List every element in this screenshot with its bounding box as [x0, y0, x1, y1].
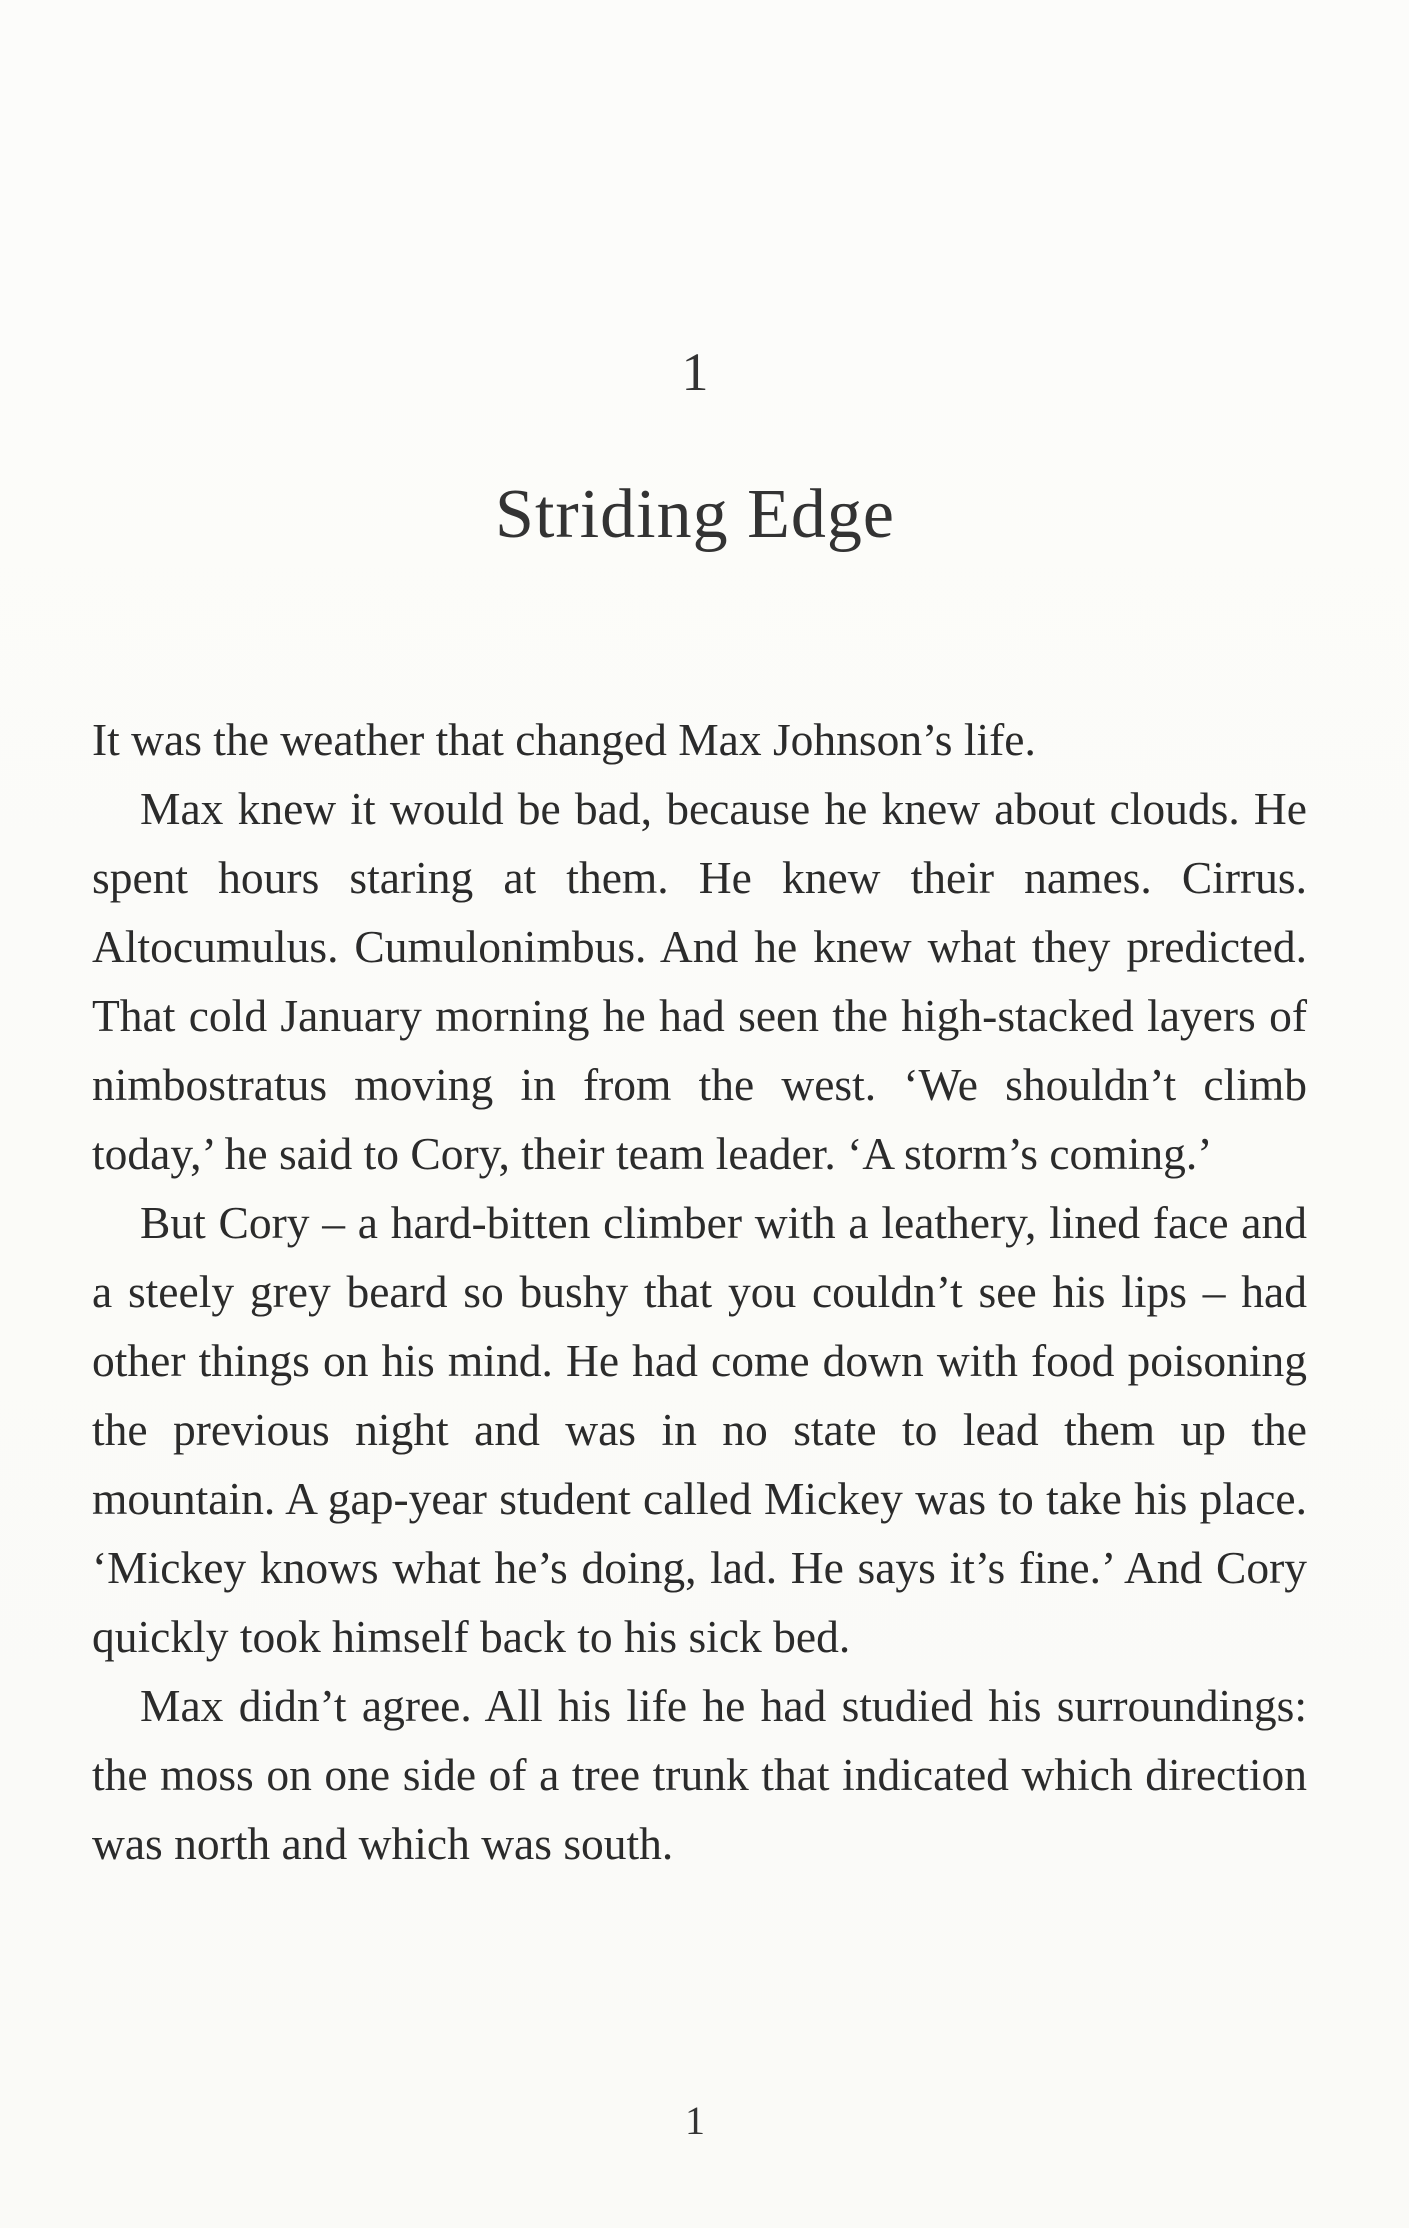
chapter-title: Striding Edge [495, 476, 895, 553]
paragraph: Max didn’t agree. All his life he had studied his surroundings: the moss on one side of a tree trunk that indicated which direction was north and which was south. [92, 1680, 1307, 1869]
paragraph: It was the weather that changed Max Johnson’s life. [92, 714, 1036, 765]
paragraph: Max knew it would be bad, because he knew about clouds. He spent hours staring at them. He knew their names. Cirrus. Altocumulus. Cumulonimbus. And he knew what they predicted. That cold January morning he had seen the high-stacked layers of nimbostratus moving in from the west. ‘We shouldn’t climb today,’ he said to Cory, their team leader. ‘A storm’s coming.’ [92, 783, 1307, 1179]
paragraph: But Cory – a hard-bitten climber with a leathery, lined face and a steely grey beard so bushy that you couldn’t see his lips – had other things on his mind. He had come down with food poisoning the previous night and was in no state to lead them up the mountain. A gap-year student called Mickey was to take his place. ‘Mickey knows what he’s doing, lad. He says it’s fine.’ And Cory quickly took himself back to his sick bed. [92, 1197, 1307, 1662]
page-number: 1 [685, 2098, 705, 2143]
chapter-number: 1 [681, 342, 709, 402]
chapter-body [92, 705, 1307, 1878]
